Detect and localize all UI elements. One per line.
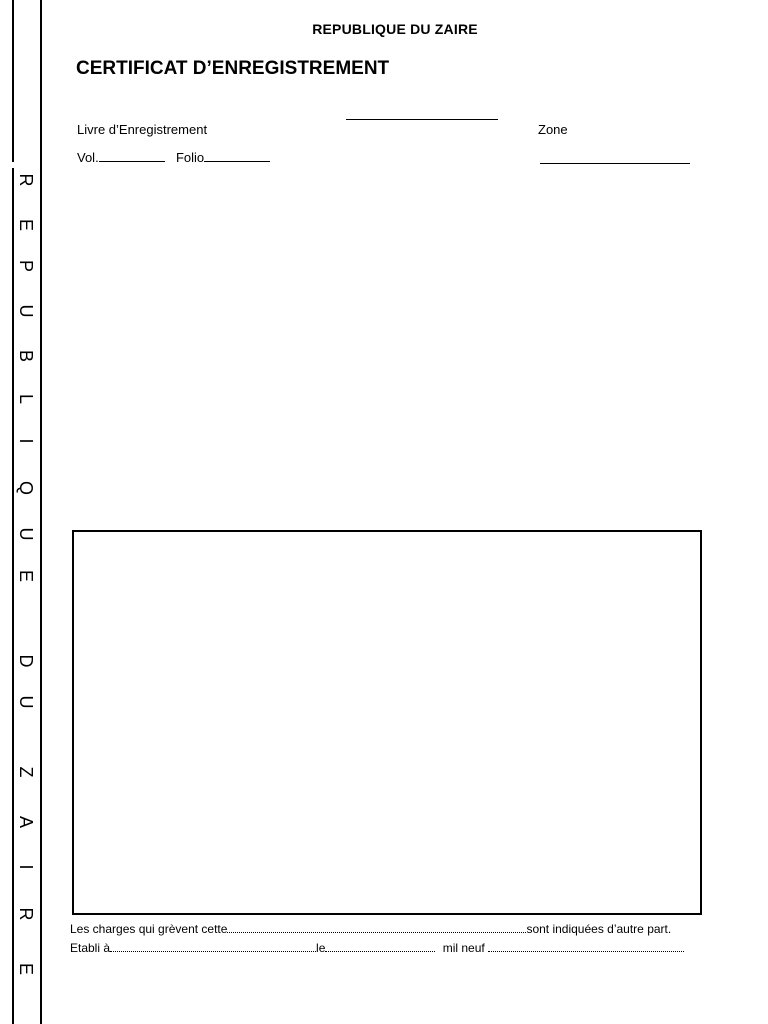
date-dotted-blank[interactable] xyxy=(325,941,435,952)
certificate-body-area xyxy=(72,178,700,518)
vol-blank[interactable] xyxy=(99,150,165,162)
vertical-letter: E xyxy=(16,962,36,975)
plan-frame-box xyxy=(72,530,702,915)
certificate-title: CERTIFICAT D’ENREGISTREMENT xyxy=(76,58,390,79)
charges-line xyxy=(70,922,671,936)
country-header: REPUBLIQUE DU ZAIRE xyxy=(312,21,478,37)
vertical-letter: L xyxy=(16,393,36,404)
blank-line-top-center xyxy=(346,119,498,120)
vertical-letter: U xyxy=(16,695,36,709)
vertical-letter: A xyxy=(16,815,36,828)
vertical-letter: D xyxy=(16,654,36,668)
registry-book-label: Livre d’Enregistrement xyxy=(77,122,208,137)
vertical-letter: E xyxy=(16,569,36,582)
etabli-line xyxy=(70,941,684,955)
charges-prefix: Les charges qui grèvent cette xyxy=(70,922,228,936)
vertical-letter: U xyxy=(16,527,36,541)
charges-suffix: sont indiquées d’autre part. xyxy=(526,922,672,936)
vol-folio-row xyxy=(77,150,270,166)
vertical-letter: B xyxy=(16,349,36,362)
mil-neuf-label: mil neuf xyxy=(442,941,485,955)
zone-blank-line[interactable] xyxy=(540,163,690,164)
etabli-dotted-blank[interactable] xyxy=(110,941,316,952)
vertical-letter: R xyxy=(16,173,36,187)
folio-blank[interactable] xyxy=(204,150,270,162)
vertical-letter: Q xyxy=(16,480,36,495)
vertical-letter: P xyxy=(16,259,36,272)
zone-label: Zone xyxy=(538,122,568,137)
strip-border-left-top xyxy=(12,0,14,162)
vertical-letter: I xyxy=(16,438,36,444)
le-label: le xyxy=(316,941,326,955)
vertical-letter: I xyxy=(16,864,36,870)
vertical-letter: E xyxy=(16,218,36,231)
strip-border-right xyxy=(40,0,42,1024)
vertical-letter: R xyxy=(16,907,36,921)
vol-label: Vol. xyxy=(77,150,99,165)
folio-label: Folio xyxy=(175,150,205,165)
etabli-label: Etabli à xyxy=(70,941,111,955)
vertical-letter: U xyxy=(16,304,36,318)
year-dotted-blank[interactable] xyxy=(488,941,684,952)
charges-dotted-blank[interactable] xyxy=(227,922,526,933)
strip-border-left-bottom xyxy=(12,168,14,1024)
vertical-letter: Z xyxy=(16,766,36,778)
